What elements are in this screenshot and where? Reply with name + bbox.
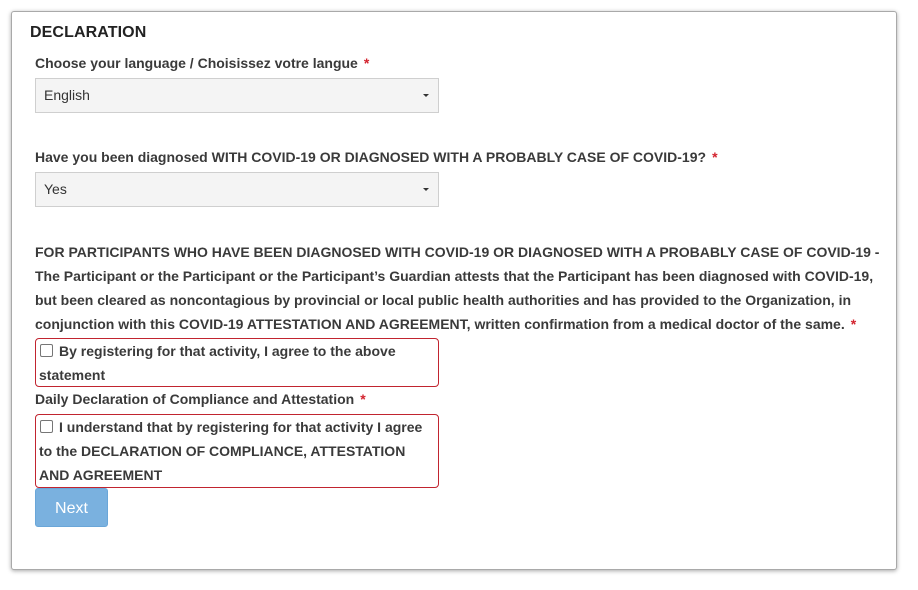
daily-checkbox-label: I understand that by registering for that activity I agree to the DECLARATION OF COMPLIANCE, ATTESTATION AND AGREEMENT: [39, 419, 423, 483]
attestation-statement: [35, 240, 891, 336]
language-select[interactable]: [35, 78, 439, 113]
required-marker: *: [363, 55, 370, 71]
form-title: DECLARATION: [30, 24, 147, 41]
daily-label-text: Daily Declaration of Compliance and Attestation: [35, 391, 355, 407]
diagnosed-label: [35, 145, 718, 169]
declaration-panel: [11, 11, 897, 570]
chevron-down-icon: [423, 188, 429, 191]
attestation-text: FOR PARTICIPANTS WHO HAVE BEEN DIAGNOSED WITH COVID-19 OR DIAGNOSED WITH A PROBABLY CASE OF COVID-19 - The Participant or the Participant or the Participant’s Guardian attests that the Participant has been diagnosed with COVID-19, but been cleared as noncontagious by provincial or local public health authorities and has provided to the Organization, in conjunction with this COVID-19 ATTESTATION AND AGREEMENT, written confirmation from a medical doctor of the same.: [35, 244, 880, 332]
required-marker: *: [850, 316, 857, 332]
daily-checkbox-group[interactable]: [35, 414, 439, 488]
diagnosed-select-value: Yes: [44, 181, 67, 197]
required-marker: *: [360, 391, 366, 407]
daily-checkbox[interactable]: [40, 420, 53, 433]
required-marker: *: [712, 149, 718, 165]
language-select-value: English: [44, 87, 90, 103]
language-label-text: Choose your language / Choisissez votre langue: [35, 55, 358, 71]
attestation-checkbox-label: By registering for that activity, I agree to the above statement: [39, 343, 396, 383]
diagnosed-select[interactable]: [35, 172, 439, 207]
daily-label: [35, 387, 366, 411]
diagnosed-label-text: Have you been diagnosed WITH COVID-19 OR DIAGNOSED WITH A PROBABLY CASE OF COVID-19?: [35, 149, 707, 165]
attestation-checkbox-group[interactable]: [35, 338, 439, 387]
chevron-down-icon: [423, 94, 429, 97]
next-button[interactable]: Next: [35, 488, 108, 527]
language-label: [35, 51, 369, 75]
attestation-checkbox[interactable]: [40, 344, 53, 357]
